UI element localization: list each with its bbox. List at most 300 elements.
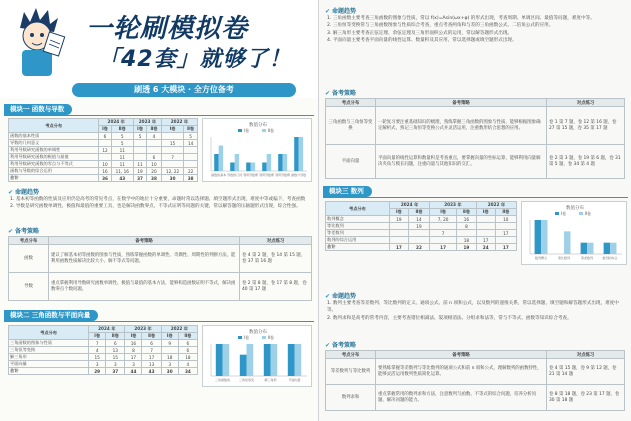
col-volume-1: Ⅰ卷 bbox=[476, 209, 495, 216]
trend-line: 1. 基本初等函数的性质及应用仍是高考的常见考点，在数学中的地位十分重要，命题时常以选择题、填空题形式出现，难度中等或偏下，考查函数 bbox=[10, 197, 306, 202]
table-cell: 4 bbox=[147, 133, 162, 140]
row-label: 利用导数研究函数的极值与最值 bbox=[9, 154, 99, 161]
table-cell: 38 bbox=[184, 175, 198, 182]
bar-volume-2 bbox=[219, 146, 223, 172]
table-cell: 13 bbox=[142, 361, 161, 368]
module-3-trend-heading bbox=[325, 291, 356, 300]
module-1-trend-heading bbox=[8, 187, 39, 196]
col-volume-1: Ⅰ卷 bbox=[430, 209, 457, 216]
trend-line: 2. 数列求和是高考的常考内容，主要考查错位相减法、裂项相消法、分组求和法等，常与不等式、函数等知识综合考查。 bbox=[327, 315, 572, 321]
module-3-strategy-table bbox=[325, 350, 625, 411]
strategy-col-topic: 考点分布 bbox=[9, 237, 49, 245]
table-cell: 19 bbox=[133, 168, 146, 175]
bar-volume-2 bbox=[251, 163, 255, 172]
module-2-divider bbox=[4, 321, 314, 322]
legend-label: Ⅱ卷 bbox=[585, 211, 591, 216]
col-volume-1: Ⅰ卷 bbox=[99, 126, 111, 133]
strategy-volumes: 卷 1 第 7 题，卷 12 第 16 题，卷 27 第 15 题，卷 35 第 17 题 bbox=[547, 107, 625, 145]
bar-volume-2 bbox=[235, 154, 239, 171]
table-cell: 6 bbox=[142, 340, 161, 347]
strategy-volumes: 卷 4 第 2 题，卷 14 第 15 题，卷 37 第 16 题 bbox=[240, 245, 312, 273]
bar-volume-2 bbox=[541, 220, 547, 254]
row-label: 三角函数的图象与性质 bbox=[9, 340, 89, 347]
table-cell: 3 bbox=[125, 361, 142, 368]
x-tick-label: 三角函数的 bbox=[215, 378, 231, 382]
trend-line: 2. 三角恒等变换常与三角函数图象与性质综合考查，重点考查两角和与差的三角函数公式、二倍角公式的应用。 bbox=[327, 23, 554, 29]
table-cell bbox=[161, 161, 183, 168]
table-cell bbox=[495, 237, 516, 244]
col-volume-1: Ⅰ卷 bbox=[161, 126, 183, 133]
strategy-method: 重点掌握常用的数列求和方法，注意数列与函数、不等式的综合问题，培养分析问题、解决问题的能力。 bbox=[376, 385, 547, 411]
trend-title: 命题趋势 bbox=[332, 293, 357, 300]
table-row bbox=[326, 216, 517, 223]
bar-volume-1 bbox=[604, 243, 610, 254]
table-cell: 17 bbox=[495, 230, 516, 237]
table-row bbox=[9, 154, 198, 161]
check-icon: ✔ bbox=[325, 293, 331, 300]
col-volume-2: Ⅱ卷 bbox=[111, 126, 133, 133]
bar-volume-1 bbox=[288, 344, 295, 376]
col-year: 2022 年 bbox=[476, 202, 516, 209]
strategy-title: 备考策略 bbox=[332, 90, 357, 97]
col-exam-distribution: 考点分布 bbox=[9, 326, 89, 340]
table-cell: 11 bbox=[111, 147, 133, 154]
table-cell bbox=[457, 230, 477, 237]
strategy-method: 重点掌握利用导数研究函数单调性、极值与最值的基本方法，能够构造函数证明不等式，解决函数零点个数问题。 bbox=[49, 273, 240, 301]
table-cell: 7 bbox=[142, 347, 161, 354]
bar-volume-1 bbox=[581, 243, 587, 254]
table-cell: 22 bbox=[408, 244, 429, 251]
table-cell: 19 bbox=[389, 216, 408, 223]
module-2-header: 模块二 三角函数与平面向量 bbox=[4, 310, 98, 321]
bar-volume-1 bbox=[262, 163, 266, 172]
col-volume-2: Ⅱ卷 bbox=[457, 209, 477, 216]
trend-line: 3. 解三角形主要考查正弦定理、余弦定理及三角形面积公式的运用，常以解答题形式出现。 bbox=[327, 30, 513, 36]
table-cell bbox=[476, 216, 495, 223]
chart-title: 数值分布 bbox=[566, 206, 584, 211]
bar-volume-2 bbox=[299, 137, 303, 171]
bar-volume-2 bbox=[223, 344, 230, 376]
strategy-method: 平面向量的线性运算和数量积是考查重点，要掌握向量的坐标运算，能够利用向量解决夹角与模长问题，注重向量与其他知识的交汇。 bbox=[376, 145, 547, 179]
row-label: 函数的基本性质 bbox=[9, 133, 99, 140]
row-label: 数列概念 bbox=[326, 216, 390, 223]
table-cell: 4 bbox=[178, 361, 197, 368]
bar-volume-1 bbox=[216, 344, 223, 376]
strategy-topic: 平面向量 bbox=[326, 145, 376, 179]
module-1-table bbox=[8, 118, 198, 182]
table-cell: 3 bbox=[161, 361, 178, 368]
module-3-divider bbox=[323, 197, 628, 198]
strategy-col-topic: 考点分布 bbox=[326, 99, 376, 107]
x-tick-label: 等差数列 bbox=[581, 256, 594, 260]
table-cell: 5 bbox=[133, 133, 146, 140]
table-cell: 5 bbox=[184, 133, 198, 140]
chart-title: 数值分布 bbox=[249, 330, 267, 335]
check-icon: ✔ bbox=[8, 189, 14, 196]
table-cell: 19 bbox=[457, 244, 477, 251]
bar-volume-2 bbox=[610, 243, 616, 254]
x-tick-label: 利用导数研 bbox=[275, 173, 291, 177]
table-row bbox=[9, 368, 198, 375]
bar-volume-1 bbox=[535, 220, 541, 254]
module-1-strategy-table bbox=[8, 236, 312, 301]
legend-swatch-volume-1 bbox=[555, 212, 559, 215]
bar-volume-1 bbox=[230, 163, 234, 172]
table-cell: 17 bbox=[430, 244, 457, 251]
table-cell: 16 bbox=[125, 340, 142, 347]
strategy-col-volumes: 对点练习 bbox=[547, 99, 625, 107]
table-cell: 6 bbox=[99, 133, 111, 140]
col-year: 2023 年 bbox=[125, 326, 161, 333]
module-3-header: 模块三 数列 bbox=[323, 186, 372, 197]
col-exam-distribution: 考点分布 bbox=[9, 119, 99, 133]
col-year: 2022 年 bbox=[161, 119, 197, 126]
strategy-col-volumes: 对点练习 bbox=[547, 351, 625, 359]
module-1-chart-svg bbox=[203, 119, 313, 183]
bar-volume-2 bbox=[247, 344, 254, 376]
trend-line: 1. 三角函数主要考查三角函数的图象与性质，常以 f(x)=Asin(ωx+φ) 的形式出现，考查周期、单调区间、最值等问题，难度中等。 bbox=[327, 16, 595, 21]
bar-volume-2 bbox=[271, 344, 278, 376]
table-cell: 9 bbox=[161, 340, 178, 347]
table-cell bbox=[99, 140, 111, 147]
table-cell bbox=[147, 140, 162, 147]
x-tick-label: 函数的基本 bbox=[211, 173, 227, 177]
col-volume-2: Ⅱ卷 bbox=[408, 209, 429, 216]
table-cell: 8 bbox=[457, 223, 477, 230]
row-label: 等差数列 bbox=[326, 230, 390, 237]
bar-volume-2 bbox=[295, 344, 302, 376]
table-cell: 17 bbox=[125, 354, 142, 361]
table-cell: 11, 16 bbox=[111, 168, 133, 175]
col-volume-2: Ⅱ卷 bbox=[495, 209, 516, 216]
col-volume-2: Ⅱ卷 bbox=[142, 333, 161, 340]
hero-subheadline: 「42套」就够了！ bbox=[98, 47, 292, 72]
bar-volume-2 bbox=[283, 154, 287, 171]
trend-title: 命题趋势 bbox=[332, 8, 357, 15]
bar-volume-2 bbox=[267, 154, 271, 171]
table-cell: 8 bbox=[125, 347, 142, 354]
table-cell: 37 bbox=[133, 175, 146, 182]
check-icon: ✔ bbox=[8, 228, 14, 235]
bar-volume-2 bbox=[564, 231, 570, 254]
strategy-col-volumes: 对点练习 bbox=[240, 237, 312, 245]
table-cell bbox=[430, 237, 457, 244]
module-1-trend-text bbox=[10, 196, 312, 211]
x-tick-label: 等比数列 bbox=[558, 256, 571, 260]
table-cell: 37 bbox=[106, 368, 125, 375]
table-cell: 4 bbox=[89, 347, 106, 354]
table-cell: 5 bbox=[111, 140, 133, 147]
table-row bbox=[326, 237, 517, 244]
table-cell bbox=[495, 223, 516, 230]
table-cell bbox=[184, 161, 198, 168]
hero-header bbox=[0, 0, 318, 98]
table-cell: 10 bbox=[147, 161, 162, 168]
right-page bbox=[318, 0, 631, 421]
table-cell bbox=[184, 154, 198, 161]
x-tick-label: 平面向量 bbox=[288, 378, 301, 382]
col-volume-2: Ⅱ卷 bbox=[147, 126, 162, 133]
x-tick-label: 利用导数研 bbox=[243, 173, 259, 177]
col-exam-distribution: 考点分布 bbox=[326, 202, 390, 216]
table-cell bbox=[133, 154, 146, 161]
table-cell: 6 bbox=[147, 154, 162, 161]
table-cell bbox=[99, 154, 111, 161]
row-label: 导数的几何意义 bbox=[9, 140, 99, 147]
module-1-divider bbox=[4, 115, 314, 116]
table-cell: 12, 22 bbox=[161, 168, 183, 175]
col-year: 2024 年 bbox=[389, 202, 429, 209]
table-cell: 15 bbox=[161, 140, 183, 147]
legend-swatch-volume-1 bbox=[238, 129, 242, 132]
col-year: 2024 年 bbox=[89, 326, 125, 333]
module-1-chart bbox=[202, 118, 312, 182]
table-cell bbox=[476, 223, 495, 230]
col-year: 2024 年 bbox=[99, 119, 134, 126]
x-tick-label: 数列的综合 bbox=[602, 256, 618, 260]
legend-swatch-volume-2 bbox=[262, 129, 266, 132]
module-2-strategy-heading bbox=[325, 88, 356, 97]
table-cell: 15 bbox=[89, 354, 106, 361]
table-cell: 38 bbox=[147, 175, 162, 182]
table-cell: 7, 20 bbox=[430, 216, 457, 223]
row-label: 合计 bbox=[9, 368, 89, 375]
col-volume-1: Ⅰ卷 bbox=[133, 126, 146, 133]
table-cell: 30 bbox=[161, 175, 183, 182]
bar-volume-1 bbox=[214, 154, 218, 171]
bar-volume-2 bbox=[587, 243, 593, 254]
table-cell: 10 bbox=[99, 161, 111, 168]
legend-swatch-volume-2 bbox=[579, 212, 583, 215]
check-icon: ✔ bbox=[325, 90, 331, 97]
row-label: 利用导数研究函数的单调性 bbox=[9, 147, 99, 154]
check-icon: ✔ bbox=[325, 342, 331, 349]
table-cell: 43 bbox=[142, 368, 161, 375]
table-cell: 7 bbox=[161, 154, 183, 161]
module-1-strategy-heading bbox=[8, 226, 39, 235]
table-cell bbox=[389, 223, 408, 230]
x-tick-label: 导数的几何 bbox=[227, 173, 243, 177]
table-cell bbox=[133, 147, 146, 154]
table-cell: 18 bbox=[457, 237, 477, 244]
legend-label: Ⅰ卷 bbox=[561, 211, 567, 216]
table-cell: 14 bbox=[408, 216, 429, 223]
table-row bbox=[9, 140, 198, 147]
table-cell: 3 bbox=[106, 361, 125, 368]
table-cell: 30 bbox=[161, 368, 178, 375]
table-cell: 22 bbox=[184, 168, 198, 175]
table-cell: 43 bbox=[111, 175, 133, 182]
bar-volume-1 bbox=[246, 163, 250, 172]
strategy-topic: 导数 bbox=[9, 273, 49, 301]
table-cell: 34 bbox=[178, 368, 197, 375]
col-volume-2: Ⅱ卷 bbox=[178, 333, 197, 340]
trend-line: 4. 平面向量主要考查平面向量的线性运算、数量积及其应用，常以选择题或填空题形式出现。 bbox=[327, 38, 517, 44]
legend-label: Ⅰ卷 bbox=[244, 128, 250, 133]
module-2-trend-text bbox=[327, 15, 625, 45]
table-cell: 17 bbox=[495, 244, 516, 251]
table-cell: 6 bbox=[106, 340, 125, 347]
table-cell: 17 bbox=[389, 244, 408, 251]
module-1-header: 模块一 函数与导数 bbox=[4, 104, 72, 115]
table-row bbox=[9, 161, 198, 168]
strategy-volumes: 卷 2 第 8 题，卷 17 第 8 题，卷 40 第 17 题 bbox=[240, 273, 312, 301]
row-label: 平面向量 bbox=[9, 361, 89, 368]
chart-title: 数值分布 bbox=[249, 123, 267, 128]
table-cell: 6 bbox=[178, 347, 197, 354]
row-label: 数列的综合运用 bbox=[326, 237, 390, 244]
strategy-topic: 等差数列与等比数列 bbox=[326, 359, 376, 385]
strategy-method: 要熟练掌握等差数列与等比数列的通项公式和前 n 项和公式，理解数列的函数特性，能够灵活运用数列性质简化运算。 bbox=[376, 359, 547, 385]
table-cell: 10 bbox=[495, 216, 516, 223]
table-row bbox=[9, 175, 198, 182]
table-row bbox=[9, 133, 198, 140]
table-cell: 7 bbox=[430, 230, 457, 237]
strategy-volumes: 卷 2 第 3 题，卷 19 第 6 题，卷 31 第 5 题，卷 34 第 4 题 bbox=[547, 145, 625, 179]
row-label: 函数与导数的综合运用 bbox=[9, 168, 99, 175]
trend-title: 命题趋势 bbox=[15, 189, 40, 196]
strategy-method: 一轮复习要注重基础知识的梳理，熟练掌握三角函数的图象与性质，能够根据图象确定解析式，熟记三角恒等变换公式并灵活运用，注重数形结合思想的应用。 bbox=[376, 107, 547, 145]
legend-label: Ⅰ卷 bbox=[244, 335, 250, 340]
strategy-volumes: 卷 8 第 18 题，卷 23 第 17 题，卷 30 第 18 题 bbox=[547, 385, 625, 411]
col-volume-1: Ⅰ卷 bbox=[389, 209, 408, 216]
legend-label: Ⅱ卷 bbox=[268, 335, 274, 340]
strategy-method: 建议了解基本初等函数的图象与性质，熟练掌握函数的单调性、奇偶性、周期性的判断方法，能利用函数性质解决比较大小、解不等式等问题。 bbox=[49, 245, 240, 273]
table-row bbox=[326, 244, 517, 251]
table-cell: 24 bbox=[476, 244, 495, 251]
row-label: 解三角形 bbox=[9, 354, 89, 361]
hero-banner: 刷透 6 大模块 · 全方位备考 bbox=[72, 83, 296, 97]
table-cell: 36 bbox=[99, 175, 111, 182]
strategy-volumes: 卷 4 第 15 题，卷 9 第 12 题，卷 21 第 14 题 bbox=[547, 359, 625, 385]
table-cell: 6 bbox=[178, 340, 197, 347]
table-cell: 13 bbox=[106, 347, 125, 354]
table-cell: 5 bbox=[111, 133, 133, 140]
strategy-topic: 函数 bbox=[9, 245, 49, 273]
module-2-chart bbox=[202, 325, 312, 387]
module-3-strategy-heading bbox=[325, 340, 356, 349]
module-2-strategy-table bbox=[325, 98, 625, 179]
table-cell: 18 bbox=[161, 354, 178, 361]
col-year: 2023 年 bbox=[133, 119, 161, 126]
table-cell bbox=[408, 230, 429, 237]
table-cell: 17 bbox=[476, 237, 495, 244]
col-volume-1: Ⅰ卷 bbox=[125, 333, 142, 340]
x-tick-label: 利用导数研 bbox=[259, 173, 275, 177]
bar-volume-1 bbox=[240, 355, 247, 376]
table-cell bbox=[133, 140, 146, 147]
trend-line: 1. 数列主要考查等差数列、等比数列的定义、通项公式、前 n 项和公式，以及数列的递推关系，常以选择题、填空题和解答题形式出现，难度中等。 bbox=[327, 301, 619, 314]
strategy-title: 备考策略 bbox=[332, 342, 357, 349]
table-cell: 44 bbox=[125, 368, 142, 375]
col-volume-1: Ⅰ卷 bbox=[89, 333, 106, 340]
x-tick-label: 三角恒等变 bbox=[239, 378, 255, 382]
table-cell: 11 bbox=[133, 161, 146, 168]
table-cell bbox=[408, 237, 429, 244]
table-cell: 20 bbox=[147, 168, 162, 175]
table-cell: 16 bbox=[457, 216, 477, 223]
module-3-chart bbox=[521, 201, 627, 265]
strategy-col-topic: 考点分布 bbox=[326, 351, 376, 359]
table-cell bbox=[147, 147, 162, 154]
module-3-trend-text bbox=[327, 300, 625, 322]
x-tick-label: 数列概念 bbox=[535, 256, 548, 260]
col-volume-2: Ⅱ卷 bbox=[106, 333, 125, 340]
table-row bbox=[9, 340, 198, 347]
strategy-col-method: 备考策略 bbox=[376, 351, 547, 359]
bar-volume-1 bbox=[294, 137, 298, 171]
x-tick-label: 解三角形 bbox=[264, 378, 277, 382]
table-row bbox=[326, 223, 517, 230]
bar-volume-1 bbox=[278, 154, 282, 171]
table-row bbox=[9, 347, 198, 354]
legend-swatch-volume-1 bbox=[238, 336, 242, 339]
table-cell: 11 bbox=[111, 154, 133, 161]
module-3-chart-svg bbox=[522, 202, 628, 266]
module-2-trend-heading bbox=[325, 6, 356, 15]
table-row bbox=[9, 361, 198, 368]
table-cell bbox=[161, 133, 183, 140]
table-cell: 12 bbox=[99, 147, 111, 154]
table-row bbox=[9, 354, 198, 361]
table-cell: 14 bbox=[184, 140, 198, 147]
table-cell: 18 bbox=[178, 354, 197, 361]
row-label: 合计 bbox=[9, 175, 99, 182]
row-label: 三角恒等变换 bbox=[9, 347, 89, 354]
col-year: 2022 年 bbox=[161, 326, 197, 333]
strategy-col-method: 备考策略 bbox=[49, 237, 240, 245]
table-cell bbox=[161, 147, 183, 154]
table-cell bbox=[430, 223, 457, 230]
strategy-title: 备考策略 bbox=[15, 228, 40, 235]
row-label: 合计 bbox=[326, 244, 390, 251]
table-row bbox=[9, 147, 198, 154]
table-cell: 7 bbox=[89, 340, 106, 347]
hero-headline: 一轮刷模拟卷 bbox=[86, 14, 249, 44]
table-cell bbox=[389, 230, 408, 237]
strategy-topic: 数列求和 bbox=[326, 385, 376, 411]
table-cell bbox=[161, 347, 178, 354]
table-cell: 19 bbox=[408, 223, 429, 230]
table-cell bbox=[476, 230, 495, 237]
module-3-table bbox=[325, 201, 517, 251]
table-cell: 3 bbox=[89, 361, 106, 368]
table-cell bbox=[389, 237, 408, 244]
col-year: 2023 年 bbox=[430, 202, 477, 209]
strategy-col-method: 备考策略 bbox=[376, 99, 547, 107]
module-2-chart-svg bbox=[203, 326, 313, 388]
table-cell bbox=[184, 147, 198, 154]
table-row bbox=[326, 230, 517, 237]
strategy-topic: 三角函数与三角恒等变换 bbox=[326, 107, 376, 145]
legend-swatch-volume-2 bbox=[262, 336, 266, 339]
legend-label: Ⅱ卷 bbox=[268, 128, 274, 133]
table-cell: 16 bbox=[99, 168, 111, 175]
table-cell: 29 bbox=[89, 368, 106, 375]
trend-line: 2. 导数是研究函数单调性、极值和最值的重要工具，也是解决函数零点、不等式证明等问题的关键，常以解答题的压轴题形式出现，综合性强。 bbox=[10, 204, 301, 210]
row-label: 等比数列 bbox=[326, 223, 390, 230]
module-2-table bbox=[8, 325, 198, 375]
table-row bbox=[9, 168, 198, 175]
check-icon: ✔ bbox=[325, 8, 331, 15]
x-tick-label: 函数与导数 bbox=[291, 173, 307, 177]
col-volume-1: Ⅰ卷 bbox=[161, 333, 178, 340]
row-label: 利用导数研究函数的零点与不等式 bbox=[9, 161, 99, 168]
table-cell: 11 bbox=[111, 161, 133, 168]
table-cell: 15 bbox=[106, 354, 125, 361]
student-cartoon-icon bbox=[6, 4, 68, 84]
table-cell: 17 bbox=[142, 354, 161, 361]
